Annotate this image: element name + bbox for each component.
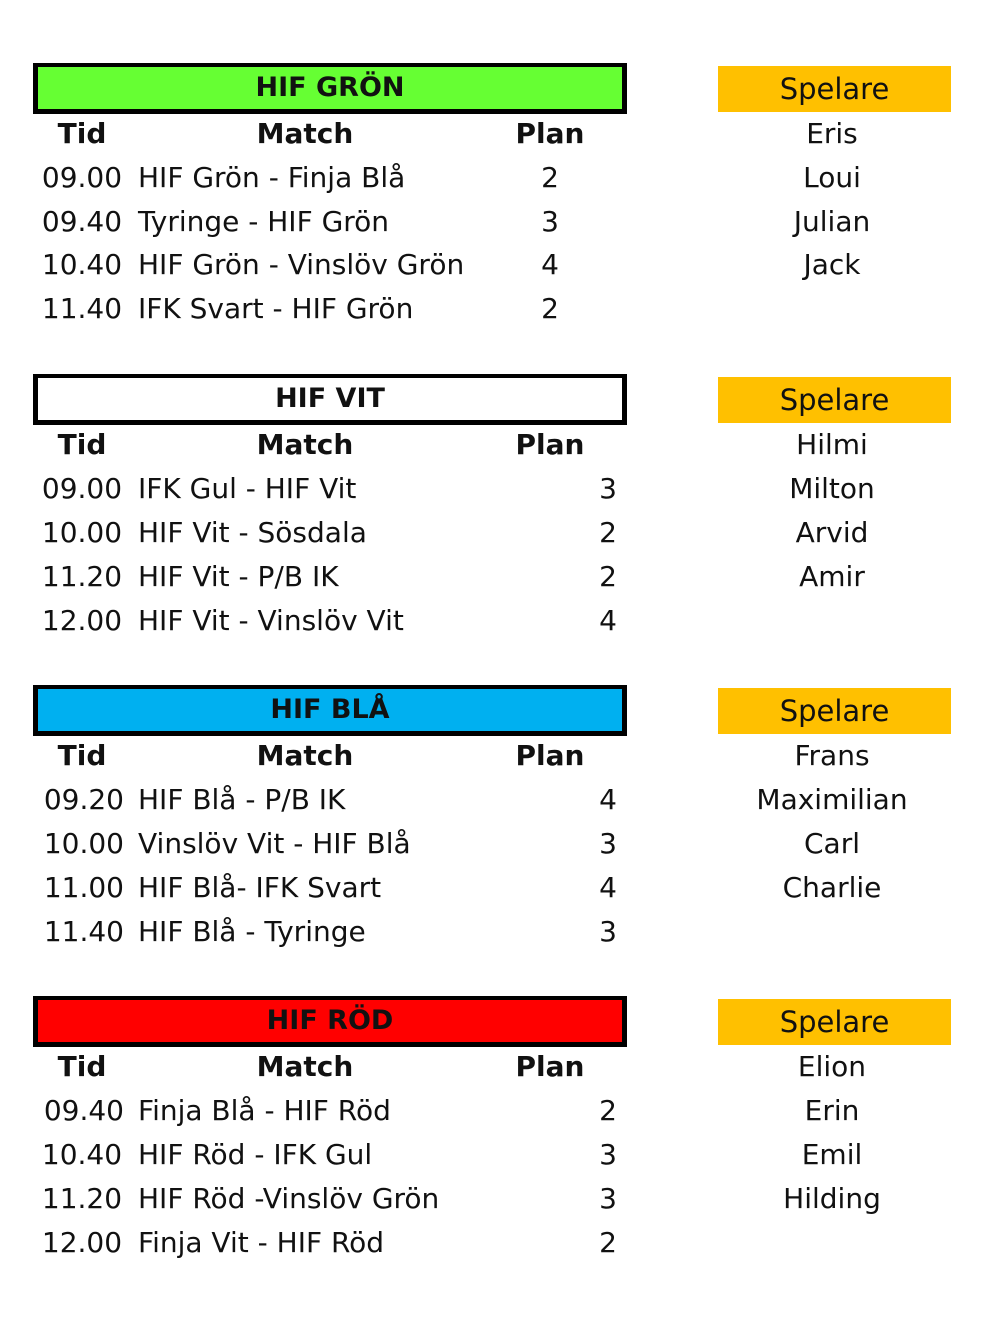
match-row	[0, 467, 1000, 511]
player-name: Hilding	[783, 1182, 881, 1215]
player-name: Amir	[799, 560, 865, 593]
group-banner: HIF RÖD	[33, 996, 627, 1047]
match-time: 10.00	[41, 516, 123, 549]
match-time: 09.00	[41, 472, 123, 505]
match-header: Match	[256, 1050, 354, 1083]
match-row	[0, 1221, 1000, 1265]
group-hif-vit	[0, 374, 1000, 674]
match-plan: 4	[541, 248, 559, 281]
match-row	[0, 1177, 1000, 1221]
player-name: Maximilian	[756, 783, 908, 816]
match-plan: 2	[599, 516, 617, 549]
plan-header: Plan	[515, 1050, 585, 1083]
spelare-header: Spelare	[718, 688, 951, 734]
match-plan: 2	[599, 560, 617, 593]
player-name: Elion	[797, 1050, 867, 1083]
match-plan: 3	[599, 915, 617, 948]
match-name: Finja Blå - HIF Röd	[138, 1094, 391, 1127]
player-name: Eris	[806, 117, 858, 150]
match-time: 11.20	[41, 560, 123, 593]
match-name: HIF Vit - Vinslöv Vit	[138, 604, 404, 637]
player-name: Erin	[804, 1094, 860, 1127]
group-hif-rod	[0, 996, 1000, 1296]
match-plan: 4	[599, 604, 617, 637]
spelare-header: Spelare	[718, 66, 951, 112]
match-plan: 2	[541, 292, 559, 325]
match-name: Finja Vit - HIF Röd	[138, 1226, 385, 1259]
match-row	[0, 866, 1000, 910]
match-row	[0, 243, 1000, 287]
match-time: 09.00	[41, 161, 123, 194]
match-time: 10.40	[41, 248, 123, 281]
match-row	[0, 511, 1000, 555]
match-header: Match	[256, 739, 354, 772]
match-name: Tyringe - HIF Grön	[138, 205, 390, 238]
tid-header: Tid	[57, 1050, 107, 1083]
match-plan: 3	[599, 827, 617, 860]
header-row	[0, 112, 1000, 156]
match-row	[0, 822, 1000, 866]
match-time: 12.00	[41, 1226, 123, 1259]
player-name: Carl	[804, 827, 860, 860]
match-plan: 3	[599, 1182, 617, 1215]
match-name: HIF Vit - P/B IK	[138, 560, 339, 593]
header-row	[0, 423, 1000, 467]
match-plan: 2	[599, 1226, 617, 1259]
player-name: Milton	[789, 472, 875, 505]
match-row	[0, 287, 1000, 331]
match-name: Vinslöv Vit - HIF Blå	[138, 827, 411, 860]
match-plan: 2	[541, 161, 559, 194]
match-name: HIF Grön - Vinslöv Grön	[138, 248, 465, 281]
match-row	[0, 1133, 1000, 1177]
player-name: Julian	[793, 205, 871, 238]
player-name: Frans	[794, 739, 870, 772]
group-hif-gron	[0, 63, 1000, 363]
group-banner: HIF BLÅ	[33, 685, 627, 736]
match-name: HIF Vit - Sösdala	[138, 516, 367, 549]
match-plan: 3	[599, 472, 617, 505]
match-row	[0, 156, 1000, 200]
player-name: Charlie	[782, 871, 882, 904]
match-time: 09.40	[41, 205, 123, 238]
match-plan: 2	[599, 1094, 617, 1127]
match-name: HIF Röd - IFK Gul	[138, 1138, 373, 1171]
tid-header: Tid	[57, 428, 107, 461]
header-row	[0, 1045, 1000, 1089]
plan-header: Plan	[515, 739, 585, 772]
match-time: 10.40	[41, 1138, 123, 1171]
match-row	[0, 910, 1000, 954]
match-time: 09.20	[43, 783, 124, 816]
match-plan: 4	[599, 783, 617, 816]
player-name: Arvid	[795, 516, 869, 549]
player-name: Loui	[803, 161, 861, 194]
match-header: Match	[256, 117, 354, 150]
match-name: IFK Gul - HIF Vit	[138, 472, 357, 505]
match-name: HIF Blå - Tyringe	[138, 915, 366, 948]
group-banner: HIF VIT	[33, 374, 627, 425]
match-name: HIF Blå - P/B IK	[138, 783, 346, 816]
match-row	[0, 555, 1000, 599]
tid-header: Tid	[57, 739, 107, 772]
player-name: Emil	[801, 1138, 863, 1171]
group-hif-bla	[0, 685, 1000, 985]
spelare-header: Spelare	[718, 377, 951, 423]
match-plan: 4	[599, 871, 617, 904]
match-plan: 3	[541, 205, 559, 238]
match-time: 11.40	[41, 292, 123, 325]
player-name: Hilmi	[796, 428, 868, 461]
match-name: HIF Blå- IFK Svart	[138, 871, 382, 904]
tid-header: Tid	[57, 117, 107, 150]
match-time: 09.40	[43, 1094, 124, 1127]
match-plan: 3	[599, 1138, 617, 1171]
match-time: 11.00	[43, 871, 124, 904]
plan-header: Plan	[515, 117, 585, 150]
match-name: HIF Röd -Vinslöv Grön	[138, 1182, 440, 1215]
match-time: 12.00	[41, 604, 123, 637]
match-header: Match	[256, 428, 354, 461]
header-row	[0, 734, 1000, 778]
match-time: 10.00	[43, 827, 124, 860]
match-row	[0, 1089, 1000, 1133]
player-name: Jack	[803, 248, 861, 281]
match-row	[0, 200, 1000, 244]
match-row	[0, 778, 1000, 822]
match-name: IFK Svart - HIF Grön	[138, 292, 414, 325]
match-time: 11.20	[41, 1182, 123, 1215]
spelare-header: Spelare	[718, 999, 951, 1045]
match-time: 11.40	[43, 915, 124, 948]
plan-header: Plan	[515, 428, 585, 461]
match-name: HIF Grön - Finja Blå	[138, 161, 406, 194]
match-row	[0, 599, 1000, 643]
group-banner: HIF GRÖN	[33, 63, 627, 114]
